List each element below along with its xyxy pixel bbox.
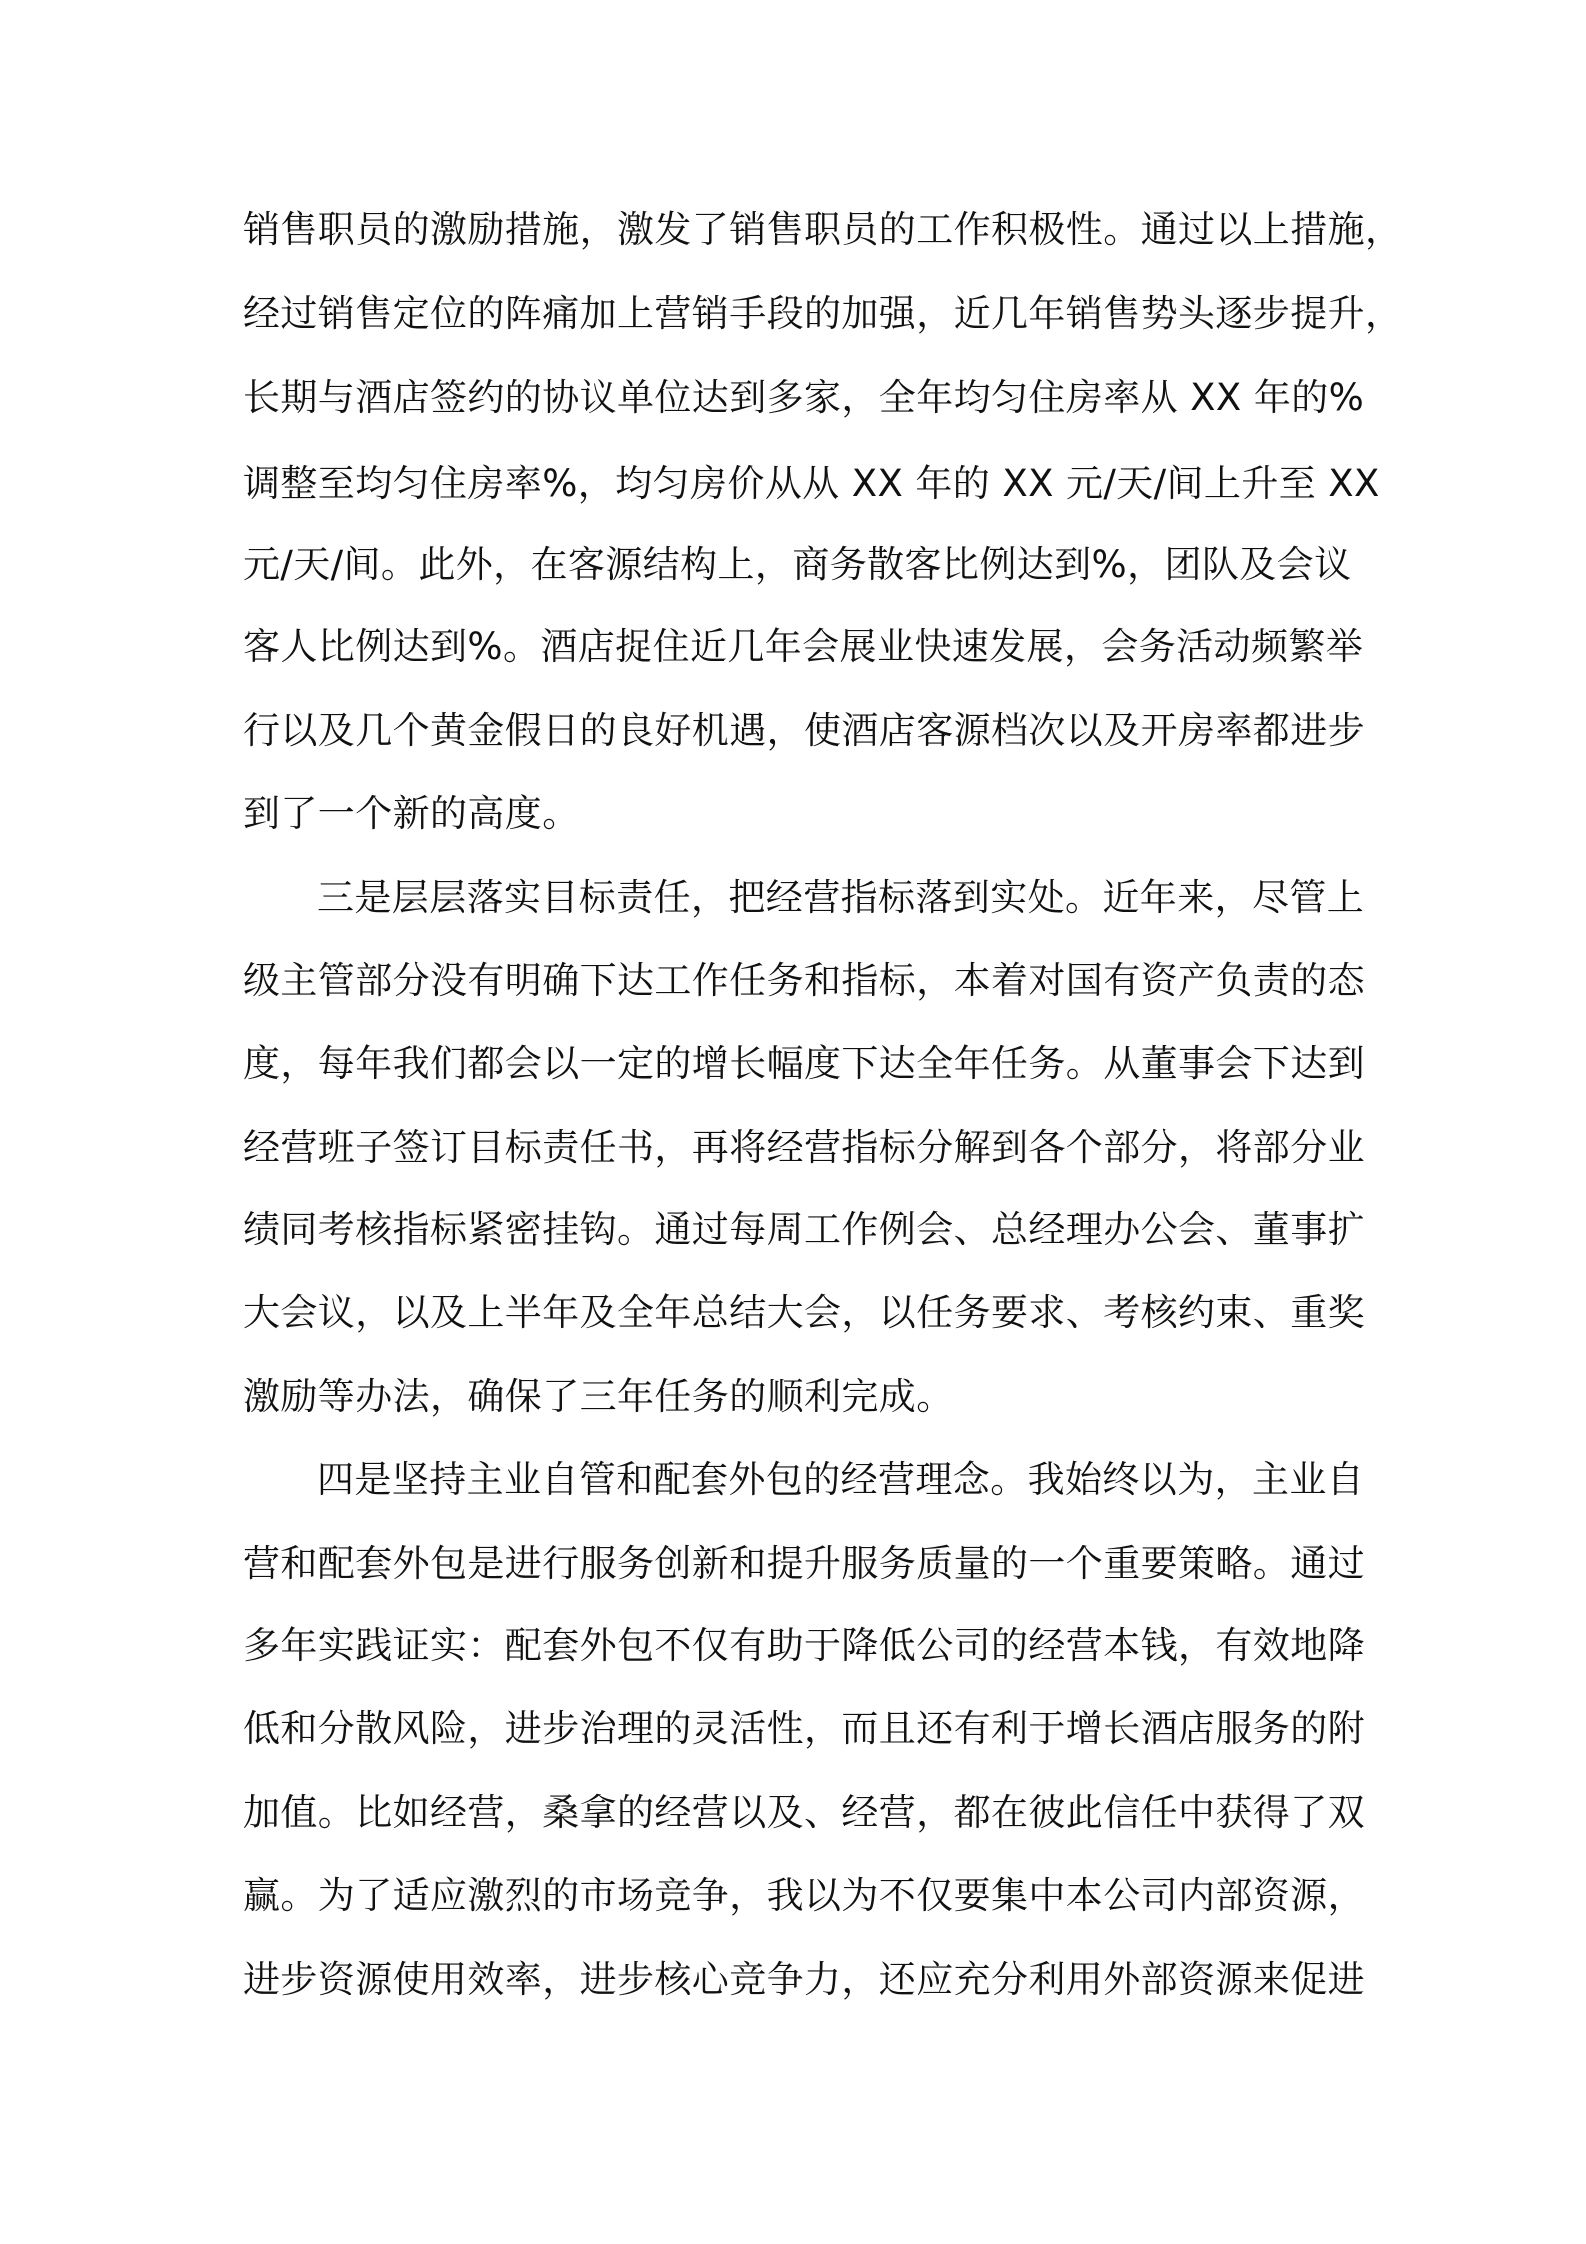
text-line-2: 经过销售定位的阵痛加上营销手段的加强，近几年销售势头逐步提升，: [243, 292, 1403, 335]
text-line-19: 低和分散风险，进步治理的灵活性，而且还有利于增长酒店服务的附: [243, 1707, 1365, 1750]
text-line-4: 调整至均匀住房率%，均匀房价从从 XX 年的 XX 元/天/间上升至 XX: [243, 462, 1380, 505]
text-line-11: 度，每年我们都会以一定的增长幅度下达全年任务。从董事会下达到: [243, 1042, 1365, 1085]
text-line-10: 级主管部分没有明确下达工作任务和指标，本着对国有资产负责的态: [243, 959, 1365, 1002]
paragraph-4-first-line: 四是坚持主业自管和配套外包的经营理念。我始终以为，主业自: [317, 1458, 1365, 1501]
paragraph-3-first-line: 三是层层落实目标责任，把经营指标落到实处。近年来，尽管上: [317, 876, 1365, 919]
text-line-20: 加值。比如经营，桑拿的经营以及、经营，都在彼此信任中获得了双: [243, 1791, 1365, 1834]
text-line-7: 行以及几个黄金假日的良好机遇，使酒店客源档次以及开房率都进步: [243, 709, 1365, 752]
text-line-5: 元/天/间。此外，在客源结构上，商务散客比例达到%，团队及会议: [243, 543, 1352, 586]
text-line-3: 长期与酒店签约的协议单位达到多家，全年均匀住房率从 XX 年的%: [243, 376, 1365, 419]
text-line-13: 绩同考核指标紧密挂钩。通过每周工作例会、总经理办公会、董事扩: [243, 1208, 1365, 1251]
text-line-15: 激励等办法，确保了三年任务的顺利完成。: [243, 1375, 954, 1418]
text-line-22: 进步资源使用效率，进步核心竞争力，还应充分利用外部资源来促进: [243, 1958, 1365, 2001]
text-line-21: 赢。为了适应激烈的市场竞争，我以为不仅要集中本公司内部资源，: [243, 1874, 1365, 1917]
text-line-1: 销售职员的激励措施，激发了销售职员的工作积极性。通过以上措施，: [243, 208, 1403, 251]
text-line-18: 多年实践证实：配套外包不仅有助于降低公司的经营本钱，有效地降: [243, 1624, 1365, 1667]
text-line-12: 经营班子签订目标责任书，再将经营指标分解到各个部分，将部分业: [243, 1126, 1365, 1169]
text-line-14: 大会议，以及上半年及全年总结大会，以任务要求、考核约束、重奖: [243, 1291, 1365, 1334]
text-line-6: 客人比例达到%。酒店捉住近几年会展业快速发展，会务活动频繁举: [243, 625, 1364, 668]
text-line-8: 到了一个新的高度。: [243, 792, 580, 835]
text-line-17: 营和配套外包是进行服务创新和提升服务质量的一个重要策略。通过: [243, 1542, 1365, 1585]
